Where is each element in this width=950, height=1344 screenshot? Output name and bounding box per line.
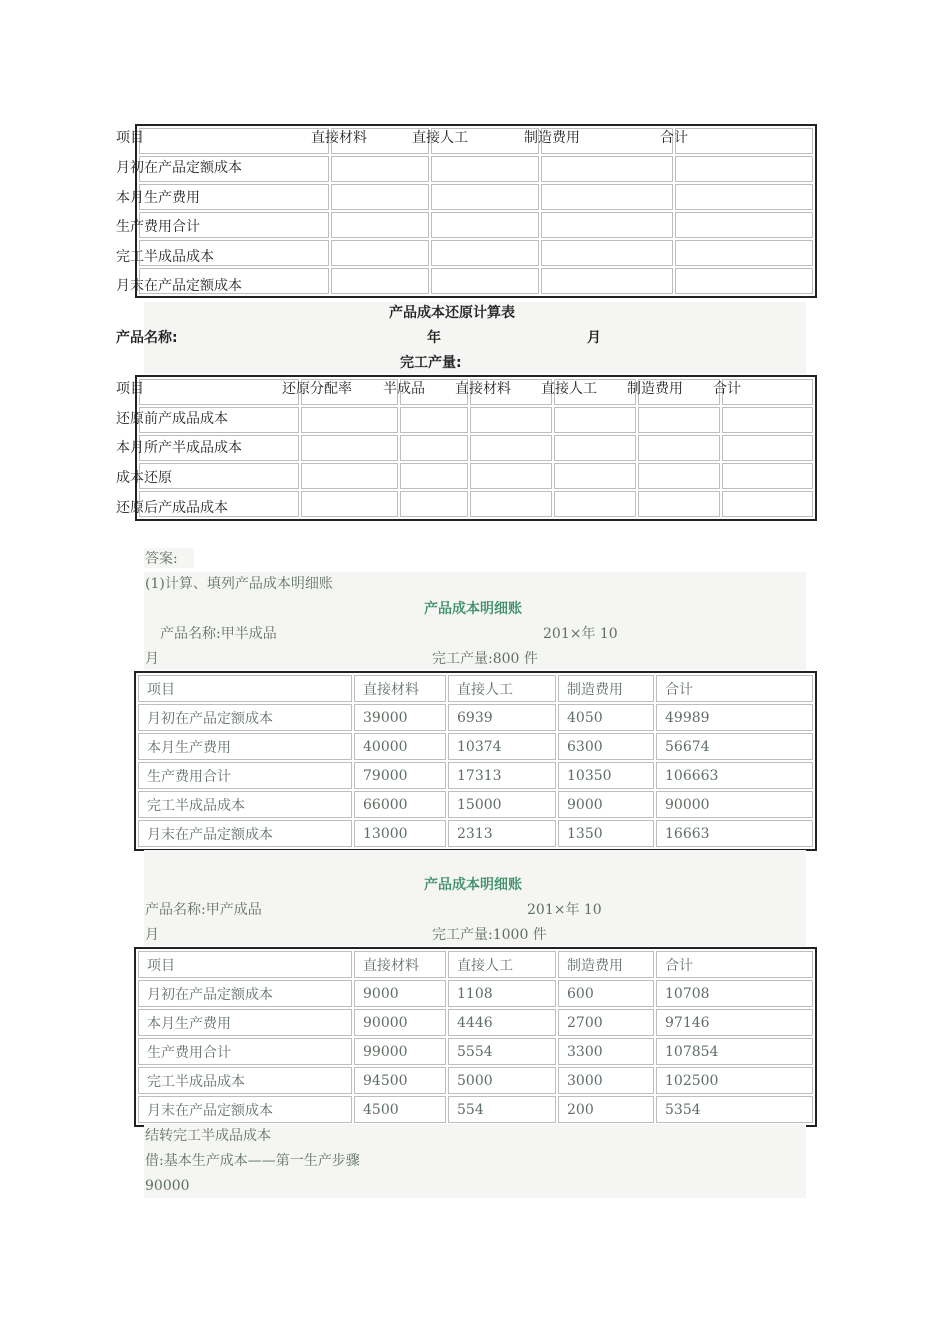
row-label: 生产费用合计 (138, 762, 352, 789)
table-cell: 97146 (656, 1009, 813, 1036)
ledger2-output: 完工产量:1000 件 (432, 927, 547, 943)
table-cell: 200 (558, 1096, 654, 1123)
row-label: 月初在产品定额成本 (138, 704, 352, 731)
row-label: 本月所产半成品成本 (116, 440, 242, 456)
table-cell: 40000 (354, 733, 446, 760)
debit-line: 借:基本生产成本——第一生产步骤 (145, 1153, 360, 1169)
table-row (138, 762, 813, 789)
restore-title: 产品成本还原计算表 (389, 305, 515, 321)
table-row (138, 733, 813, 760)
ledger1-month: 月 (145, 651, 159, 667)
table-cell: 5554 (448, 1038, 556, 1065)
table-header-row (138, 951, 813, 978)
product-name-label: 产品名称: (116, 330, 178, 346)
row-label: 还原前产成品成本 (116, 411, 228, 427)
row-label: 完工半成品成本 (116, 249, 214, 265)
ledger2-title: 产品成本明细账 (424, 877, 522, 893)
header-total: 合计 (713, 381, 741, 397)
table-cell: 90000 (656, 791, 813, 818)
column-header: 制造费用 (558, 675, 654, 702)
table-cell: 1350 (558, 820, 654, 847)
output-label: 完工产量: (400, 355, 462, 371)
table-cell: 10708 (656, 980, 813, 1007)
table-row (139, 128, 813, 154)
table-row (138, 704, 813, 731)
row-label: 月初在产品定额成本 (138, 980, 352, 1007)
row-label: 生产费用合计 (138, 1038, 352, 1065)
header-overhead: 制造费用 (627, 381, 683, 397)
row-label: 还原后产成品成本 (116, 500, 228, 516)
table-cell: 17313 (448, 762, 556, 789)
row-label: 月初在产品定额成本 (116, 160, 242, 176)
table-cell: 10374 (448, 733, 556, 760)
step1-text: (1)计算、填列产品成本明细账 (145, 576, 333, 592)
table-row (138, 1096, 813, 1123)
blank-cost-table (135, 124, 817, 298)
row-label: 成本还原 (116, 470, 172, 486)
header-overhead: 制造费用 (524, 130, 580, 146)
table-cell: 13000 (354, 820, 446, 847)
table-row (139, 491, 813, 517)
table-cell: 90000 (354, 1009, 446, 1036)
table-cell: 5000 (448, 1067, 556, 1094)
header-total: 合计 (660, 130, 688, 146)
table-cell: 3000 (558, 1067, 654, 1094)
table-cell: 600 (558, 980, 654, 1007)
ledger1-date: 201×年 10 (543, 626, 618, 642)
table-row (139, 212, 813, 238)
header-direct-labor: 直接人工 (541, 381, 597, 397)
row-label: 本月生产费用 (138, 733, 352, 760)
row-label: 本月生产费用 (116, 190, 200, 206)
ledger2-table (134, 947, 817, 1127)
answer-label: 答案: (145, 551, 178, 567)
table-row (138, 820, 813, 847)
table-cell: 94500 (354, 1067, 446, 1094)
header-item: 项目 (116, 130, 144, 146)
column-header: 直接材料 (354, 675, 446, 702)
table-cell: 49989 (656, 704, 813, 731)
table-cell: 5354 (656, 1096, 813, 1123)
column-header: 项目 (138, 951, 352, 978)
table-row (139, 240, 813, 266)
table-cell: 2700 (558, 1009, 654, 1036)
column-header: 直接材料 (354, 951, 446, 978)
table-cell: 9000 (558, 791, 654, 818)
table-cell: 554 (448, 1096, 556, 1123)
ledger1-title: 产品成本明细账 (424, 601, 522, 617)
table-cell: 6300 (558, 733, 654, 760)
ledger2-product: 产品名称:甲产成品 (145, 902, 262, 918)
row-label: 生产费用合计 (116, 219, 200, 235)
column-header: 直接人工 (448, 951, 556, 978)
ledger1-product: 产品名称:甲半成品 (160, 626, 277, 642)
table-cell: 106663 (656, 762, 813, 789)
table-cell: 3300 (558, 1038, 654, 1065)
header-direct-labor: 直接人工 (412, 130, 468, 146)
table-cell: 4050 (558, 704, 654, 731)
ledger2-month: 月 (145, 927, 159, 943)
row-label: 本月生产费用 (138, 1009, 352, 1036)
table-cell: 9000 (354, 980, 446, 1007)
table-row (138, 1067, 813, 1094)
row-label: 完工半成品成本 (138, 791, 352, 818)
table-cell: 4446 (448, 1009, 556, 1036)
ledger1-output: 完工产量:800 件 (432, 651, 538, 667)
month-label: 月 (587, 330, 601, 346)
table-cell: 107854 (656, 1038, 813, 1065)
transfer-note: 结转完工半成品成本 (145, 1128, 271, 1144)
column-header: 制造费用 (558, 951, 654, 978)
row-label: 月末在产品定额成本 (138, 820, 352, 847)
header-item: 项目 (116, 381, 144, 397)
table-cell: 99000 (354, 1038, 446, 1065)
header-direct-material: 直接材料 (311, 130, 367, 146)
table-cell: 2313 (448, 820, 556, 847)
table-row (138, 1038, 813, 1065)
column-header: 合计 (656, 951, 813, 978)
table-cell: 1108 (448, 980, 556, 1007)
table-cell: 56674 (656, 733, 813, 760)
ledger1-table (134, 671, 817, 851)
table-cell: 16663 (656, 820, 813, 847)
table-cell: 15000 (448, 791, 556, 818)
column-header: 直接人工 (448, 675, 556, 702)
table-row (138, 980, 813, 1007)
table-cell: 4500 (354, 1096, 446, 1123)
column-header: 项目 (138, 675, 352, 702)
row-label: 月末在产品定额成本 (116, 278, 242, 294)
table-cell: 10350 (558, 762, 654, 789)
header-restore-rate: 还原分配率 (282, 381, 352, 397)
column-header: 合计 (656, 675, 813, 702)
year-label: 年 (427, 330, 441, 346)
table-cell: 6939 (448, 704, 556, 731)
ledger2-date: 201×年 10 (527, 902, 602, 918)
debit-amount: 90000 (145, 1178, 190, 1194)
table-row (139, 184, 813, 210)
table-cell: 79000 (354, 762, 446, 789)
table-cell: 102500 (656, 1067, 813, 1094)
table-row (139, 463, 813, 489)
table-cell: 39000 (354, 704, 446, 731)
row-label: 完工半成品成本 (138, 1067, 352, 1094)
table-row (139, 407, 813, 433)
row-label: 月末在产品定额成本 (138, 1096, 352, 1123)
table-row (138, 1009, 813, 1036)
table-row (138, 791, 813, 818)
header-direct-material: 直接材料 (455, 381, 511, 397)
header-semi-finished: 半成品 (383, 381, 425, 397)
table-cell: 66000 (354, 791, 446, 818)
table-header-row (138, 675, 813, 702)
